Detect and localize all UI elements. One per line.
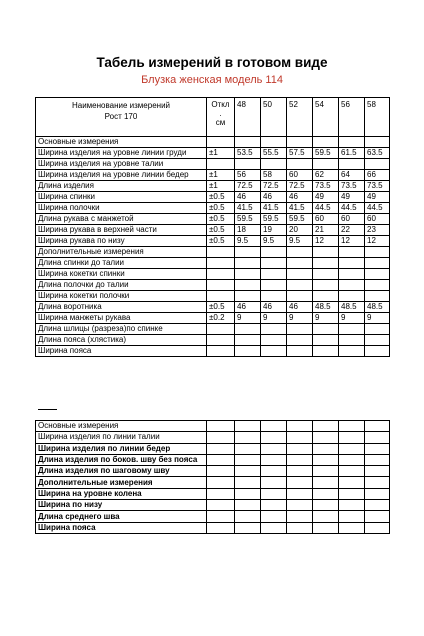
size-value-cell: 66	[365, 170, 390, 181]
size-value-cell: 46	[261, 302, 287, 313]
measurement-name: Ширина изделия на уровне линии бедер	[36, 170, 207, 181]
size-value-cell	[261, 247, 287, 258]
measurement-name: Длина изделия по шаговому шву	[36, 466, 207, 477]
size-value-cell	[235, 137, 261, 148]
size-value-cell: 46	[235, 192, 261, 203]
size-value-cell	[365, 258, 390, 269]
empty-value-cell	[287, 500, 313, 511]
size-value-cell	[339, 280, 365, 291]
size-value-cell	[313, 137, 339, 148]
header-size: 58	[365, 98, 390, 137]
empty-value-cell	[261, 443, 287, 454]
size-value-cell	[365, 324, 390, 335]
header-tolerance	[207, 98, 235, 137]
size-value-cell	[235, 335, 261, 346]
size-value-cell: 22	[339, 225, 365, 236]
measurement-name: Длина шлицы (разреза)по спинке	[36, 324, 207, 335]
size-value-cell	[261, 324, 287, 335]
size-value-cell	[339, 137, 365, 148]
header-name-label: Наименование измерений	[71, 101, 171, 110]
size-value-cell: 49	[339, 192, 365, 203]
tolerance-cell	[207, 247, 235, 258]
size-value-cell	[339, 159, 365, 170]
size-value-cell	[365, 159, 390, 170]
table-row	[36, 258, 390, 269]
empty-value-cell	[313, 443, 339, 454]
size-value-cell: 61.5	[339, 148, 365, 159]
empty-value-cell	[235, 522, 261, 533]
tolerance-cell: ±1	[207, 148, 235, 159]
empty-value-cell	[207, 432, 235, 443]
size-value-cell	[235, 324, 261, 335]
size-value-cell	[365, 280, 390, 291]
empty-value-cell	[339, 432, 365, 443]
table-row	[36, 488, 390, 499]
size-value-cell	[287, 280, 313, 291]
measurement-name: Ширина изделия по линии талии	[36, 432, 207, 443]
size-value-cell: 59.5	[287, 214, 313, 225]
empty-value-cell	[235, 443, 261, 454]
empty-value-cell	[313, 511, 339, 522]
size-value-cell	[365, 269, 390, 280]
size-value-cell	[365, 291, 390, 302]
size-value-cell	[235, 247, 261, 258]
size-value-cell	[235, 269, 261, 280]
size-value-cell: 56	[235, 170, 261, 181]
empty-value-cell	[313, 421, 339, 432]
measurement-name: Длина пояса (хлястика)	[36, 335, 207, 346]
empty-value-cell	[207, 466, 235, 477]
size-value-cell: 44.5	[339, 203, 365, 214]
size-value-cell: 41.5	[235, 203, 261, 214]
size-value-cell: 55.5	[261, 148, 287, 159]
size-value-cell	[339, 291, 365, 302]
tolerance-cell	[207, 335, 235, 346]
size-value-cell	[365, 137, 390, 148]
header-tolerance-dot: .	[219, 109, 222, 118]
size-value-cell: 62	[313, 170, 339, 181]
empty-value-cell	[287, 488, 313, 499]
measurement-name: Ширина кокетки полочки	[36, 291, 207, 302]
measurement-name: Ширина кокетки спинки	[36, 269, 207, 280]
size-value-cell: 60	[313, 214, 339, 225]
tolerance-cell	[207, 280, 235, 291]
measurement-name: Ширина пояса	[36, 346, 207, 357]
size-value-cell	[235, 280, 261, 291]
table-row	[36, 291, 390, 302]
table-row	[36, 159, 390, 170]
empty-value-cell	[235, 511, 261, 522]
size-value-cell	[339, 346, 365, 357]
size-value-cell	[235, 346, 261, 357]
table-row	[36, 346, 390, 357]
measurement-name: Основные измерения	[36, 137, 207, 148]
tolerance-cell: ±1	[207, 170, 235, 181]
size-value-cell	[287, 159, 313, 170]
table-row	[36, 324, 390, 335]
empty-value-cell	[207, 488, 235, 499]
empty-value-cell	[339, 466, 365, 477]
tolerance-cell: ±0.2	[207, 313, 235, 324]
size-value-cell: 23	[365, 225, 390, 236]
empty-value-cell	[339, 488, 365, 499]
size-value-cell: 48.5	[339, 302, 365, 313]
size-value-cell	[261, 280, 287, 291]
size-value-cell: 12	[313, 236, 339, 247]
size-value-cell	[339, 269, 365, 280]
empty-value-cell	[287, 477, 313, 488]
size-value-cell: 46	[235, 302, 261, 313]
table-row	[36, 511, 390, 522]
empty-value-cell	[261, 488, 287, 499]
size-value-cell: 64	[339, 170, 365, 181]
size-value-cell	[261, 258, 287, 269]
size-value-cell: 49	[313, 192, 339, 203]
size-value-cell: 9	[235, 313, 261, 324]
size-value-cell	[261, 269, 287, 280]
table-row	[36, 192, 390, 203]
empty-value-cell	[261, 477, 287, 488]
header-size: 56	[339, 98, 365, 137]
size-value-cell	[261, 291, 287, 302]
empty-value-cell	[287, 522, 313, 533]
size-value-cell	[261, 159, 287, 170]
size-value-cell: 41.5	[261, 203, 287, 214]
empty-value-cell	[365, 477, 390, 488]
empty-value-cell	[339, 421, 365, 432]
size-value-cell	[287, 335, 313, 346]
header-tolerance-unit: см	[215, 118, 226, 127]
empty-value-cell	[365, 511, 390, 522]
size-value-cell	[235, 291, 261, 302]
empty-value-cell	[365, 432, 390, 443]
empty-value-cell	[287, 432, 313, 443]
size-value-cell	[339, 324, 365, 335]
measurement-name: Длина изделия	[36, 181, 207, 192]
empty-value-cell	[365, 488, 390, 499]
size-value-cell: 20	[287, 225, 313, 236]
measurement-name: Ширина полочки	[36, 203, 207, 214]
size-value-cell	[313, 269, 339, 280]
size-value-cell: 46	[287, 192, 313, 203]
measurement-name: Длина среднего шва	[36, 511, 207, 522]
empty-value-cell	[287, 421, 313, 432]
header-size: 50	[261, 98, 287, 137]
size-value-cell	[313, 291, 339, 302]
size-value-cell	[365, 335, 390, 346]
size-value-cell: 72.5	[287, 181, 313, 192]
tolerance-cell: ±0.5	[207, 203, 235, 214]
empty-value-cell	[365, 500, 390, 511]
empty-value-cell	[339, 477, 365, 488]
tolerance-cell: ±0.5	[207, 225, 235, 236]
measurement-name: Ширина рукава в верхней части	[36, 225, 207, 236]
empty-value-cell	[339, 443, 365, 454]
size-value-cell	[313, 335, 339, 346]
empty-value-cell	[287, 466, 313, 477]
size-value-cell: 60	[365, 214, 390, 225]
size-value-cell: 12	[365, 236, 390, 247]
tolerance-cell: ±0.5	[207, 214, 235, 225]
size-value-cell: 48.5	[313, 302, 339, 313]
empty-value-cell	[261, 511, 287, 522]
table-row	[36, 500, 390, 511]
table-row	[36, 203, 390, 214]
measurement-name: Ширина изделия на уровне линии груди	[36, 148, 207, 159]
empty-value-cell	[261, 466, 287, 477]
separator-dash	[38, 409, 57, 410]
size-value-cell	[339, 258, 365, 269]
measurements-table	[35, 97, 390, 357]
size-value-cell: 44.5	[365, 203, 390, 214]
measurement-name: Длина полочки до талии	[36, 280, 207, 291]
empty-value-cell	[261, 454, 287, 465]
tolerance-cell	[207, 137, 235, 148]
empty-value-cell	[235, 421, 261, 432]
header-size: 52	[287, 98, 313, 137]
empty-value-cell	[313, 466, 339, 477]
size-value-cell: 19	[261, 225, 287, 236]
table-row	[36, 432, 390, 443]
size-value-cell: 59.5	[235, 214, 261, 225]
size-value-cell: 60	[287, 170, 313, 181]
empty-value-cell	[313, 488, 339, 499]
size-value-cell: 9.5	[287, 236, 313, 247]
size-value-cell: 9	[261, 313, 287, 324]
measurement-name: Дополнительные измерения	[36, 477, 207, 488]
size-value-cell: 9	[339, 313, 365, 324]
measurement-name: Основные измерения	[36, 421, 207, 432]
size-value-cell	[287, 247, 313, 258]
empty-value-cell	[339, 522, 365, 533]
size-value-cell: 72.5	[261, 181, 287, 192]
measurement-name: Ширина на уровне колена	[36, 488, 207, 499]
empty-value-cell	[365, 421, 390, 432]
empty-value-cell	[339, 500, 365, 511]
empty-value-cell	[365, 522, 390, 533]
measurement-name: Ширина по низу	[36, 500, 207, 511]
table-row	[36, 454, 390, 465]
size-value-cell: 57.5	[287, 148, 313, 159]
size-value-cell	[313, 258, 339, 269]
size-value-cell: 9.5	[261, 236, 287, 247]
table-row	[36, 225, 390, 236]
size-value-cell: 18	[235, 225, 261, 236]
header-size: 54	[313, 98, 339, 137]
size-value-cell: 9	[287, 313, 313, 324]
size-value-cell: 9	[365, 313, 390, 324]
table-row	[36, 236, 390, 247]
table-row	[36, 443, 390, 454]
size-value-cell: 9.5	[235, 236, 261, 247]
table-row	[36, 214, 390, 225]
measurement-name: Ширина изделия на уровне талии	[36, 159, 207, 170]
table-row	[36, 181, 390, 192]
empty-value-cell	[313, 500, 339, 511]
size-value-cell	[287, 269, 313, 280]
size-value-cell	[261, 335, 287, 346]
empty-value-cell	[339, 511, 365, 522]
empty-value-cell	[287, 443, 313, 454]
empty-value-cell	[235, 432, 261, 443]
table-row	[36, 313, 390, 324]
measurement-name: Ширина пояса	[36, 522, 207, 533]
size-value-cell	[313, 280, 339, 291]
table-row	[36, 247, 390, 258]
empty-value-cell	[287, 511, 313, 522]
size-value-cell	[261, 137, 287, 148]
tolerance-cell	[207, 258, 235, 269]
empty-value-cell	[207, 443, 235, 454]
table-row	[36, 280, 390, 291]
empty-value-cell	[207, 500, 235, 511]
size-value-cell	[235, 159, 261, 170]
size-value-cell	[287, 258, 313, 269]
size-value-cell	[235, 258, 261, 269]
size-value-cell: 59.5	[313, 148, 339, 159]
size-value-cell: 44.5	[313, 203, 339, 214]
second-measurements-table	[35, 420, 390, 534]
table-row	[36, 148, 390, 159]
empty-value-cell	[261, 522, 287, 533]
empty-value-cell	[207, 477, 235, 488]
size-value-cell: 21	[313, 225, 339, 236]
size-value-cell	[313, 159, 339, 170]
empty-value-cell	[313, 432, 339, 443]
measurement-name: Длина воротника	[36, 302, 207, 313]
size-value-cell	[365, 247, 390, 258]
measurement-name: Длина изделия по боков. шву без пояса	[36, 454, 207, 465]
empty-value-cell	[339, 454, 365, 465]
document-title: Табель измерений в готовом виде	[96, 55, 328, 70]
tolerance-cell: ±0.5	[207, 192, 235, 203]
tolerance-cell	[207, 291, 235, 302]
size-value-cell	[287, 346, 313, 357]
size-value-cell: 48.5	[365, 302, 390, 313]
measurement-name: Ширина манжеты рукава	[36, 313, 207, 324]
empty-value-cell	[287, 454, 313, 465]
tolerance-cell: ±0.5	[207, 302, 235, 313]
measurement-name: Ширина изделия по линии бедер	[36, 443, 207, 454]
empty-value-cell	[235, 488, 261, 499]
empty-value-cell	[235, 500, 261, 511]
size-value-cell: 60	[339, 214, 365, 225]
size-value-cell: 72.5	[235, 181, 261, 192]
empty-value-cell	[365, 466, 390, 477]
size-value-cell: 41.5	[287, 203, 313, 214]
size-value-cell: 73.5	[339, 181, 365, 192]
empty-value-cell	[207, 421, 235, 432]
tolerance-cell: ±1	[207, 181, 235, 192]
size-value-cell: 12	[339, 236, 365, 247]
empty-value-cell	[207, 522, 235, 533]
size-value-cell	[339, 335, 365, 346]
empty-value-cell	[261, 421, 287, 432]
table-row	[36, 421, 390, 432]
measurement-name: Ширина рукава по низу	[36, 236, 207, 247]
size-value-cell	[339, 247, 365, 258]
size-value-cell	[287, 324, 313, 335]
empty-value-cell	[235, 454, 261, 465]
table-row	[36, 466, 390, 477]
size-value-cell: 73.5	[313, 181, 339, 192]
empty-value-cell	[235, 466, 261, 477]
tolerance-cell	[207, 159, 235, 170]
tolerance-cell: ±0.5	[207, 236, 235, 247]
empty-value-cell	[261, 500, 287, 511]
size-value-cell: 46	[287, 302, 313, 313]
size-value-cell: 53.5	[235, 148, 261, 159]
size-value-cell	[313, 324, 339, 335]
size-value-cell	[261, 346, 287, 357]
header-tolerance-label: Откл	[211, 100, 230, 109]
size-value-cell	[287, 291, 313, 302]
size-value-cell: 46	[261, 192, 287, 203]
table-row	[36, 335, 390, 346]
empty-value-cell	[235, 477, 261, 488]
document-subtitle: Блузка женская модель 114	[141, 74, 283, 86]
empty-value-cell	[365, 443, 390, 454]
size-value-cell: 49	[365, 192, 390, 203]
size-value-cell: 73.5	[365, 181, 390, 192]
size-value-cell	[313, 346, 339, 357]
header-size: 48	[235, 98, 261, 137]
measurement-name: Длина рукава с манжетой	[36, 214, 207, 225]
empty-value-cell	[365, 454, 390, 465]
measurement-name: Длина спинки до талии	[36, 258, 207, 269]
empty-value-cell	[207, 511, 235, 522]
tolerance-cell	[207, 269, 235, 280]
table-row	[36, 522, 390, 533]
size-value-cell	[313, 247, 339, 258]
table-row	[36, 170, 390, 181]
measurement-name: Ширина спинки	[36, 192, 207, 203]
table-row	[36, 137, 390, 148]
size-value-cell	[287, 137, 313, 148]
size-value-cell: 59.5	[261, 214, 287, 225]
empty-value-cell	[313, 454, 339, 465]
size-value-cell: 63.5	[365, 148, 390, 159]
table-row	[36, 302, 390, 313]
header-height-label: Рост 170	[104, 112, 138, 121]
empty-value-cell	[207, 454, 235, 465]
tolerance-cell	[207, 324, 235, 335]
header-measurement-name	[36, 98, 207, 137]
measurement-name: Дополнительные измерения	[36, 247, 207, 258]
table-row	[36, 477, 390, 488]
size-value-cell: 9	[313, 313, 339, 324]
size-value-cell	[365, 346, 390, 357]
size-value-cell: 58	[261, 170, 287, 181]
empty-value-cell	[261, 432, 287, 443]
tolerance-cell	[207, 346, 235, 357]
empty-value-cell	[313, 522, 339, 533]
table-row	[36, 269, 390, 280]
empty-value-cell	[313, 477, 339, 488]
table-header-row	[36, 98, 390, 137]
